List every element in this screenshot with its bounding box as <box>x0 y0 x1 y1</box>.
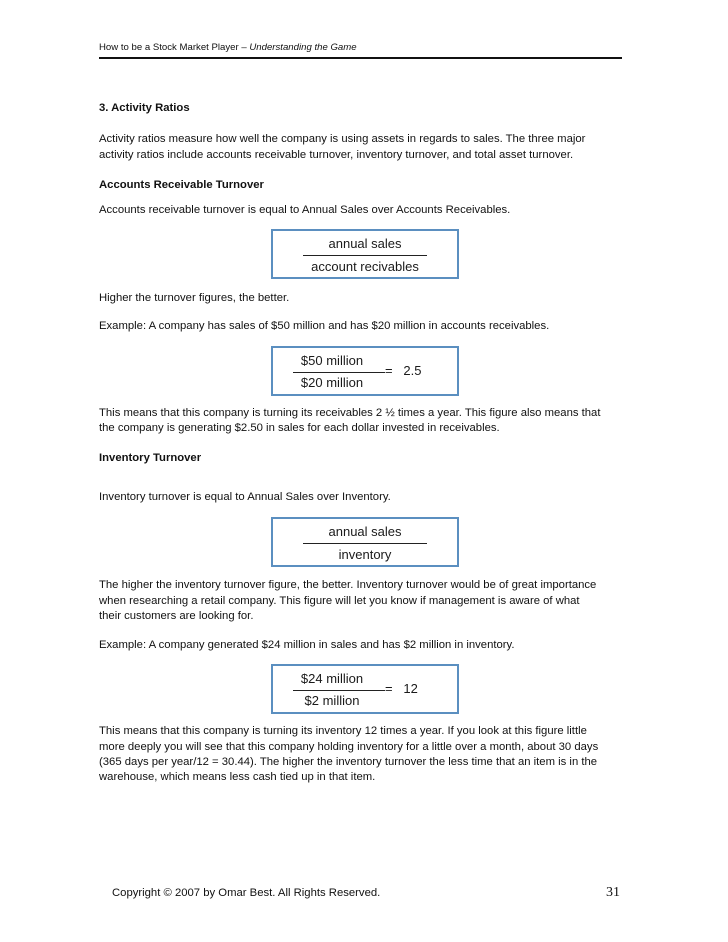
ar-explain-line-1: This means that this company is turning its receivables 2 ½ times a year. This figure also means that <box>99 407 601 419</box>
inv-formula-numerator: annual sales <box>328 524 402 539</box>
ar-example: Example: A company has sales of $50 million and has $20 million in accounts receivables. <box>99 320 550 332</box>
fraction-bar <box>303 255 427 256</box>
ar-formula-denominator: account recivables <box>311 259 419 274</box>
header-title: How to be a Stock Market Player – <box>99 42 250 53</box>
intro-line-1: Activity ratios measure how well the company is using assets in regards to sales. The three major <box>99 133 586 145</box>
page-number: 31 <box>606 885 620 900</box>
inv-explain-line-2: more deeply you will see that this company holding inventory for a little over a month, about 30 days <box>99 741 599 753</box>
inv-better-line-3: their customers are looking for. <box>99 610 254 622</box>
copyright-footer: Copyright © 2007 by Omar Best. All Rights Reserved. <box>112 887 381 899</box>
ar-explain-line-2: the company is generating $2.50 in sales for each dollar invested in receivables. <box>99 422 500 434</box>
inv-example-numerator: $24 million <box>300 671 364 686</box>
inv-example-denominator: $2 million <box>304 693 360 708</box>
ar-formula-box <box>271 229 459 279</box>
ar-heading: Accounts Receivable Turnover <box>99 179 264 191</box>
fraction-bar <box>293 690 385 691</box>
header-subtitle: Understanding the Game <box>249 42 357 53</box>
inv-formula-denominator: inventory <box>338 547 392 562</box>
inv-example-box <box>271 664 459 714</box>
ar-formula-numerator: annual sales <box>328 236 402 251</box>
inv-explain-line-3: (365 days per year/12 = 30.44). The higher the inventory turnover the less time that an item is in the <box>99 756 598 768</box>
inv-example: Example: A company generated $24 million in sales and has $2 million in inventory. <box>99 639 515 651</box>
fraction-bar <box>303 543 427 544</box>
ar-example-result: = 2.5 <box>385 363 422 378</box>
inv-example-result: = 12 <box>385 681 418 696</box>
inv-formula-box <box>271 517 459 567</box>
fraction-bar <box>293 372 385 373</box>
intro-line-2: activity ratios include accounts receivable turnover, inventory turnover, and total asset turnover. <box>99 149 574 161</box>
ar-definition: Accounts receivable turnover is equal to Annual Sales over Accounts Receivables. <box>99 204 511 216</box>
inv-definition: Inventory turnover is equal to Annual Sales over Inventory. <box>99 491 391 503</box>
ar-example-box <box>271 346 459 396</box>
ar-example-denominator: $20 million <box>300 375 364 390</box>
ar-better-text: Higher the turnover figures, the better. <box>99 292 290 304</box>
inv-better-line-1: The higher the inventory turnover figure, the better. Inventory turnover would be of great importance <box>99 579 597 591</box>
running-header <box>99 42 622 59</box>
inv-better-line-2: when researching a retail company. This figure will let you know if management is aware of what <box>99 595 580 607</box>
inv-explain-line-1: This means that this company is turning its inventory 12 times a year. If you look at this figure little <box>99 725 587 737</box>
ar-example-numerator: $50 million <box>300 353 364 368</box>
section-heading: 3. Activity Ratios <box>99 102 190 114</box>
inv-heading: Inventory Turnover <box>99 452 202 464</box>
inv-explain-line-4: warehouse, which means less cash tied up in that item. <box>99 771 376 783</box>
